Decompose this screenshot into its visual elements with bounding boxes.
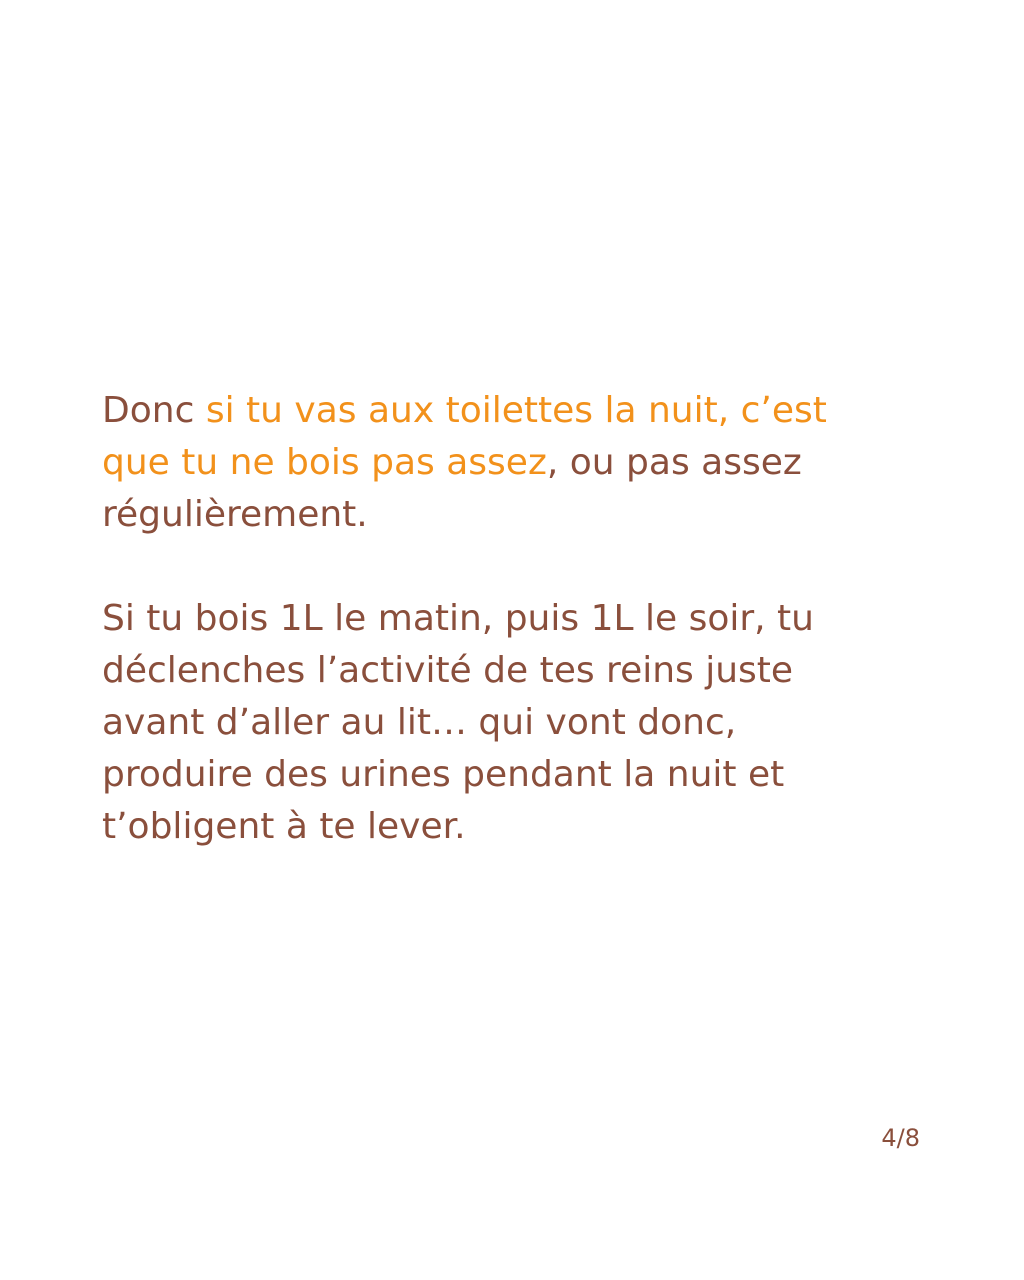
paragraph-2-line-5: t’obligent à te lever. bbox=[102, 806, 466, 847]
page-indicator: 4/8 bbox=[881, 1124, 920, 1152]
paragraph-1 bbox=[102, 385, 902, 541]
paragraph-2-line-1: Si tu bois 1L le matin, puis 1L le soir, tu bbox=[102, 598, 814, 639]
paragraph-2-line-4: produire des urines pendant la nuit et bbox=[102, 754, 785, 795]
highlighted-text-part-2: que tu ne bois pas assez bbox=[102, 442, 547, 483]
intro-text: Donc bbox=[102, 390, 206, 431]
paragraph-1-line-2 bbox=[102, 437, 902, 489]
slide-body bbox=[102, 385, 902, 853]
paragraph-2-line-2: déclenches l’activité de tes reins juste bbox=[102, 650, 794, 691]
highlighted-text-part-1: si tu vas aux toilettes la nuit, c’est bbox=[205, 390, 827, 431]
continuation-text: , ou pas assez bbox=[546, 442, 802, 483]
paragraph-2 bbox=[102, 593, 902, 853]
paragraph-1-line-1 bbox=[102, 385, 902, 437]
paragraph-1-line-3: régulièrement. bbox=[102, 494, 368, 535]
paragraph-2-line-3: avant d’aller au lit… qui vont donc, bbox=[102, 702, 737, 743]
